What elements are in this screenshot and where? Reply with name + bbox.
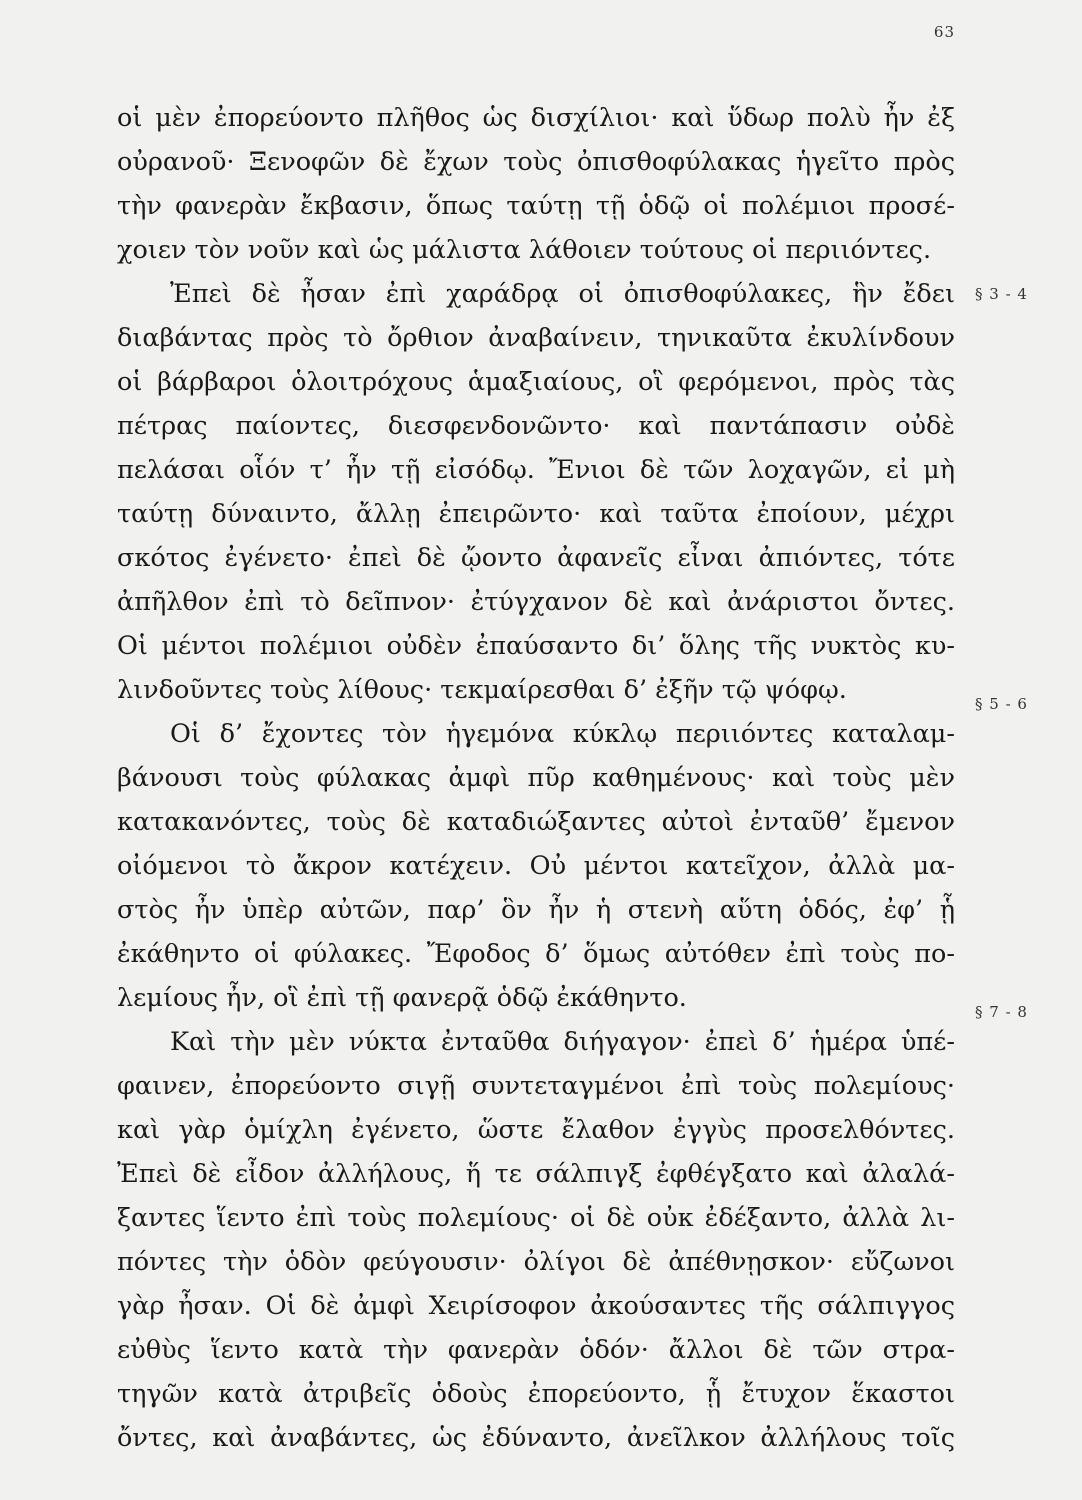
- section-marker: § 3 - 4: [975, 285, 1028, 303]
- text-line: σκότος ἐγένετο· ἐπεὶ δὲ ᾤοντο ἀφανεῖς εἶναι ἀπιόντες, τότε: [117, 543, 955, 573]
- text-line: ξαντες ἵεντο ἐπὶ τοὺς πολεμίους· οἱ δὲ οὐκ ἐδέξαντο, ἀλλὰ λι-: [117, 1203, 955, 1233]
- text-line: Ἐπεὶ δὲ εἶδον ἀλλήλους, ἥ τε σάλπιγξ ἐφθέγξατο καὶ ἀλαλά-: [117, 1159, 955, 1189]
- text-line: καὶ γὰρ ὁμίχλη ἐγένετο, ὥστε ἔλαθον ἐγγὺς προσελθόντες.: [117, 1115, 955, 1145]
- text-line: πέτρας παίοντες, διεσφενδονῶντο· καὶ παντάπασιν οὐδὲ: [117, 411, 955, 441]
- text-line: τηγῶν κατὰ ἀτριβεῖς ὁδοὺς ἐπορεύοντο, ᾗ ἔτυχον ἕκαστοι: [117, 1379, 955, 1409]
- text-line: οἱ μὲν ἐπορεύοντο πλῆθος ὡς δισχίλιοι· καὶ ὕδωρ πολὺ ἦν ἐξ: [117, 103, 955, 133]
- text-line: ἀπῆλθον ἐπὶ τὸ δεῖπνον· ἐτύγχανον δὲ καὶ ἀνάριστοι ὄντες.: [117, 587, 955, 617]
- text-line: πελάσαι οἷόν τ’ ἦν τῇ εἰσόδῳ. Ἔνιοι δὲ τῶν λοχαγῶν, εἰ μὴ: [117, 455, 955, 485]
- text-line: Οἱ μέντοι πολέμιοι οὐδὲν ἐπαύσαντο δι’ ὅλης τῆς νυκτὸς κυ-: [117, 631, 955, 661]
- text-line: στὸς ἦν ὑπὲρ αὐτῶν, παρ’ ὃν ἦν ἡ στενὴ αὕτη ὁδός, ἐφ’ ᾗ: [117, 895, 955, 925]
- section-marker: § 5 - 6: [975, 695, 1028, 713]
- text-line: οἱ βάρβαροι ὁλοιτρόχους ἁμαξιαίους, οἳ φερόμενοι, πρὸς τὰς: [117, 367, 955, 397]
- text-line: φαινεν, ἐπορεύοντο σιγῇ συντεταγμένοι ἐπὶ τοὺς πολεμίους·: [117, 1071, 955, 1101]
- text-line: βάνουσι τοὺς φύλακας ἀμφὶ πῦρ καθημένους· καὶ τοὺς μὲν: [117, 763, 955, 793]
- page-number: 63: [933, 23, 955, 41]
- text-line: οἰόμενοι τὸ ἄκρον κατέχειν. Οὐ μέντοι κατεῖχον, ἀλλὰ μα-: [117, 851, 955, 881]
- text-line: κατακανόντες, τοὺς δὲ καταδιώξαντες αὐτοὶ ἐνταῦθ’ ἔμενον: [117, 807, 955, 837]
- paragraph-start-line: Καὶ τὴν μὲν νύκτα ἐνταῦθα διήγαγον· ἐπεὶ δ’ ἡμέρα ὑπέ-: [170, 1027, 955, 1057]
- text-line: ἐκάθηντο οἱ φύλακες. Ἔφοδος δ’ ὅμως αὐτόθεν ἐπὶ τοὺς πο-: [117, 939, 955, 969]
- text-line: πόντες τὴν ὁδὸν φεύγουσιν· ὀλίγοι δὲ ἀπέθνῃσκον· εὔζωνοι: [117, 1247, 955, 1277]
- text-line: διαβάντας πρὸς τὸ ὄρθιον ἀναβαίνειν, τηνικαῦτα ἐκυλίνδουν: [117, 323, 955, 353]
- text-line: ταύτῃ δύναιντο, ἄλλῃ ἐπειρῶντο· καὶ ταῦτα ἐποίουν, μέχρι: [117, 499, 955, 529]
- paragraph-start-line: Ἐπεὶ δὲ ἦσαν ἐπὶ χαράδρᾳ οἱ ὀπισθοφύλακες, ἣν ἔδει: [170, 279, 955, 309]
- text-line: λινδοῦντες τοὺς λίθους· τεκμαίρεσθαι δ’ ἐξῆν τῷ ψόφῳ.: [117, 675, 847, 705]
- text-line: γὰρ ἦσαν. Οἱ δὲ ἀμφὶ Χειρίσοφον ἀκούσαντες τῆς σάλπιγγος: [117, 1291, 955, 1321]
- section-marker: § 7 - 8: [975, 1003, 1028, 1021]
- text-line: εὐθὺς ἵεντο κατὰ τὴν φανερὰν ὁδόν· ἄλλοι δὲ τῶν στρα-: [117, 1335, 955, 1365]
- paragraph-start-line: Οἱ δ’ ἔχοντες τὸν ἡγεμόνα κύκλῳ περιιόντες καταλαμ-: [170, 719, 955, 749]
- text-line: τὴν φανερὰν ἔκβασιν, ὅπως ταύτῃ τῇ ὁδῷ οἱ πολέμιοι προσέ-: [117, 191, 955, 221]
- text-line: οὐρανοῦ· Ξενοφῶν δὲ ἔχων τοὺς ὀπισθοφύλακας ἡγεῖτο πρὸς: [117, 147, 955, 177]
- text-line: χοιεν τὸν νοῦν καὶ ὡς μάλιστα λάθοιεν τούτους οἱ περιιόντες.: [117, 235, 932, 265]
- text-line: λεμίους ἦν, οἳ ἐπὶ τῇ φανερᾷ ὁδῷ ἐκάθηντο.: [117, 983, 687, 1013]
- text-line: ὄντες, καὶ ἀναβάντες, ὡς ἐδύναντο, ἀνεῖλκον ἀλλήλους τοῖς: [117, 1423, 955, 1453]
